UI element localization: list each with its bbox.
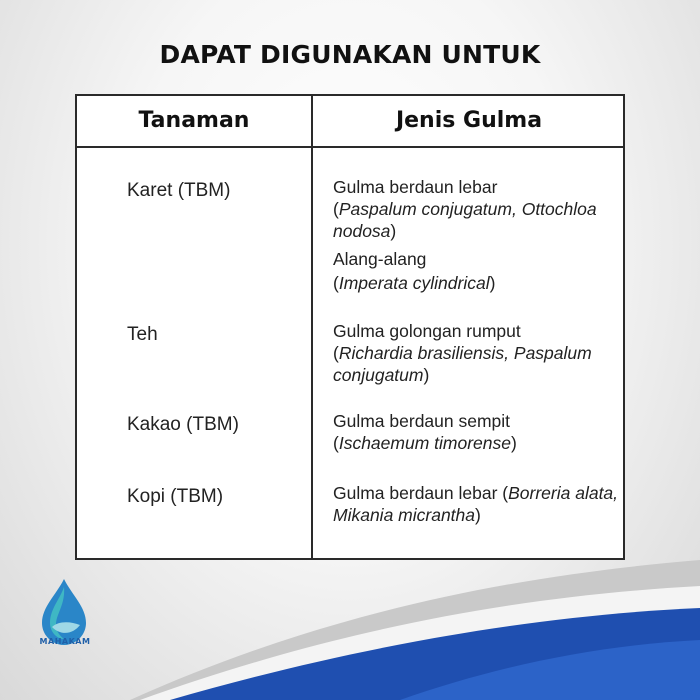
paren-close: ) [510,433,517,453]
weed-cell [333,176,623,242]
weed-species: Ischaemum timorense [338,433,511,453]
weed-species: Borreria alata, Mikania micrantha [333,483,619,525]
header-jenis-gulma: Jenis Gulma [395,108,543,133]
header-divider [77,146,623,148]
plant-cell: Kakao (TBM) [127,414,239,435]
weed-name: Gulma golongan rumput [333,321,521,341]
plant-cell: Teh [127,324,158,345]
weed-cell [333,482,623,526]
paren-open: ( [333,433,339,453]
paren-open: ( [502,483,509,503]
weed-species: Imperata cylindrical [338,273,490,293]
weed-species: Paspalum conjugatum, Ottochloa nodosa [333,199,597,241]
paren-close: ) [475,505,481,525]
paren-open: ( [333,343,339,363]
plant-cell: Karet (TBM) [127,180,231,201]
paren-open: ( [333,273,339,293]
weed-name: Gulma berdaun sempit [333,411,511,431]
plant-cell: Kopi (TBM) [127,486,224,507]
page-title: DAPAT DIGUNAKAN UNTUK [159,40,541,69]
paren-close: ) [489,273,496,293]
weed-name: Alang-alang [333,249,427,269]
weed-cell [333,320,623,386]
weed-species: Richardia brasiliensis, Paspalum conjugatum [333,343,592,385]
paren-open: ( [333,199,339,219]
weed-cell [333,410,623,454]
paren-close: ) [390,221,397,241]
weed-table [75,94,625,560]
weed-name: Gulma berdaun lebar [333,483,498,503]
column-divider [311,96,313,558]
paren-close: ) [423,365,430,385]
weed-name: Gulma berdaun lebar [333,177,498,197]
weed-cell [333,248,623,294]
logo-text: MAHAKAM [39,637,91,646]
header-tanaman: Tanaman [138,108,250,133]
